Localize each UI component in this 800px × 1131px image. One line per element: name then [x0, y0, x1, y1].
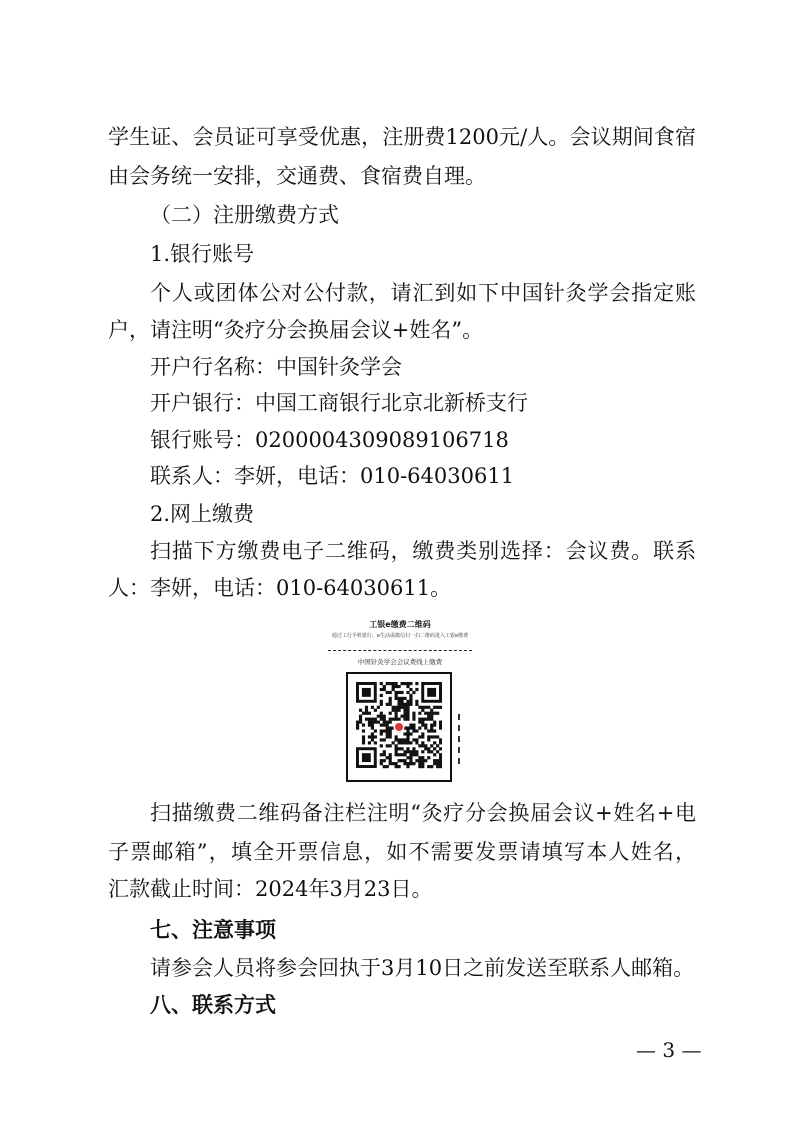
section-8-title: 八、联系方式: [150, 993, 276, 1017]
paragraph-line: 由会务统一安排，交通费、食宿费自理。: [108, 164, 486, 188]
online-desc-line: 人：李妍，电话：010-64030611。: [108, 576, 452, 600]
bank-heading: 1.银行账号: [150, 242, 255, 266]
qr-subtitle: 通过工行手机银行、e生活或微信扫一扫二维码进入工银e缴费: [331, 633, 469, 639]
qr-payment-card: [312, 614, 488, 790]
note-line: 子票邮箱”，填全开票信息，如不需要发票请填写本人姓名，: [108, 840, 696, 864]
bank-intro-line: 户，请注明“灸疗分会换届会议+姓名”。: [108, 318, 484, 342]
section-7-text: 请参会人员将参会回执于3月10日之前发送至联系人邮箱。: [150, 956, 695, 980]
qr-code-icon[interactable]: [356, 682, 442, 772]
paragraph-line: 学生证、会员证可享受优惠，注册费1200元/人。会议期间食宿: [108, 125, 696, 149]
qr-caption: 中国针灸学会会议费线上缴费: [357, 658, 443, 666]
qr-frame[interactable]: [346, 672, 452, 782]
payment-section-title: （二）注册缴费方式: [150, 203, 339, 227]
online-desc-line: 扫描下方缴费电子二维码，缴费类别选择：会议费。联系: [150, 539, 696, 563]
note-line: 扫描缴费二维码备注栏注明“灸疗分会换届会议+姓名+电: [150, 801, 696, 825]
note-line: 汇款截止时间：2024年3月23日。: [108, 877, 433, 901]
account-name: 开户行名称：中国针灸学会: [150, 355, 402, 379]
bank-contact: 联系人：李妍，电话：010-64030611: [150, 464, 515, 488]
account-number: 银行账号：0200004309089106718: [150, 428, 509, 452]
bank-intro-line: 个人或团体公对公付款，请汇到如下中国针灸学会指定账: [150, 281, 696, 305]
qr-divider: [328, 650, 472, 651]
page-number: — 3 —: [636, 1038, 702, 1062]
bank-name: 开户银行：中国工商银行北京北新桥支行: [150, 391, 528, 415]
qr-title: 工银e缴费二维码: [369, 620, 431, 629]
qr-side-mark: [458, 714, 462, 764]
section-7-title: 七、注意事项: [150, 918, 276, 942]
online-heading: 2.网上缴费: [150, 502, 255, 526]
